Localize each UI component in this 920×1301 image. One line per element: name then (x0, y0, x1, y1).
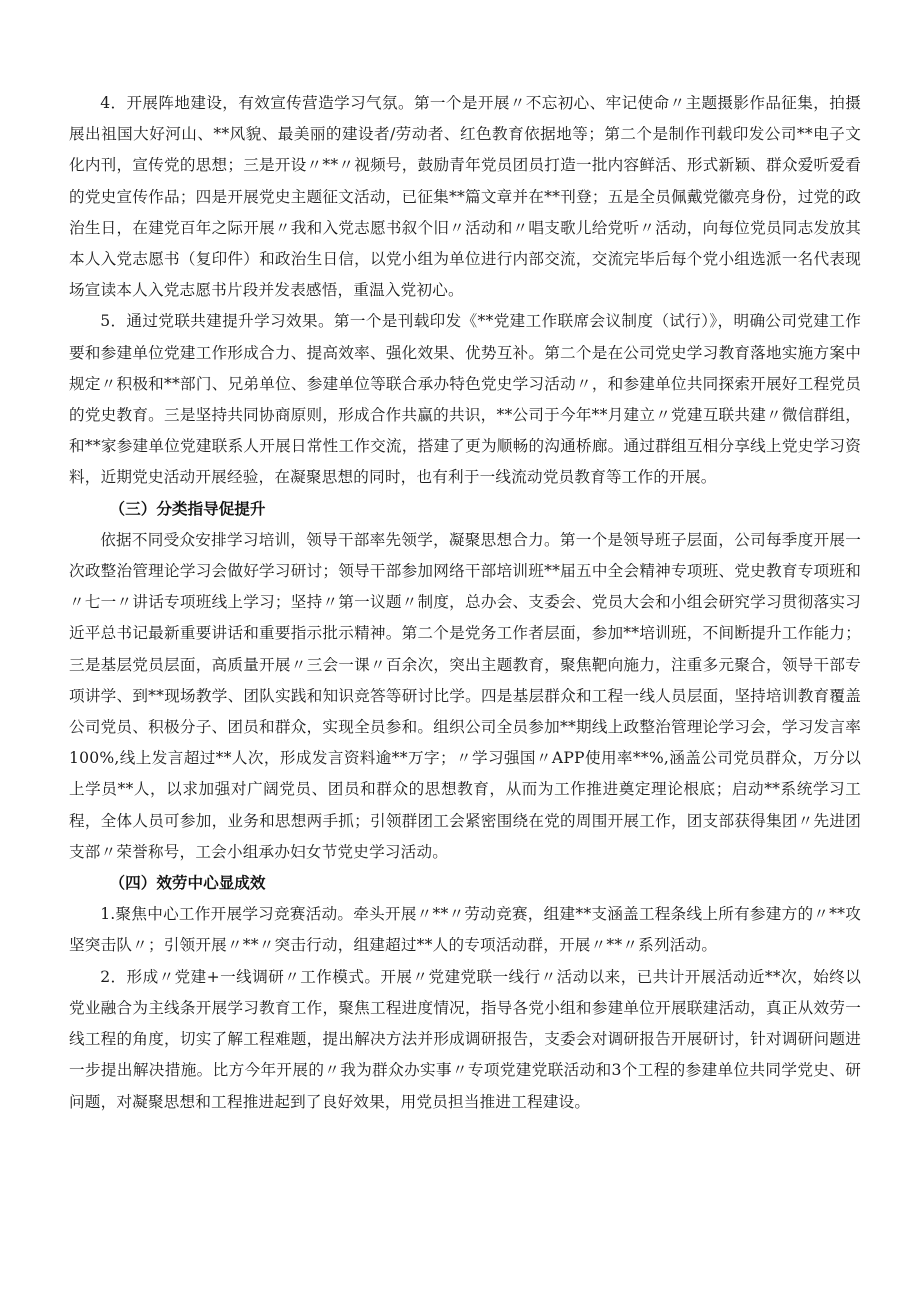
section-heading-4: （四）效劳中心显成效 (109, 874, 266, 893)
paragraph-2-frontline-research: 2．形成〃党建+一线调研〃工作模式。开展〃党建党联一线行〃活动以来，已共计开展活动近**次，始终以党业融合为主线条开展学习教育工作，聚焦工程进度情况，指导各党小组和参建单位开展联建活动，真正从效劳一线工程的角度，切实了解工程难题，提出解决方法并形成调研报告，支委会对调研报告开展研讨，针对调研问题进一步提出解决措施。比方今年开展的〃我为群众办实事〃专项党建党联活动和3个工程的参建单位共同学党史、研问题，对凝聚思想和工程推进起到了良好效果，用党员担当推进工程建设。 (69, 967, 861, 1111)
paragraph-5-party-joint-building: 5．通过党联共建提升学习效果。第一个是刊载印发《**党建工作联席会议制度（试行）》，明确公司党建工作要和参建单位党建工作形成合力、提高效率、强化效果、优势互补。第二个是在公司党史学习教育落地实施方案中规定〃积极和**部门、兄弟单位、参建单位等联合承办特色党史学习活动〃，和参建单位共同探索开展好工程党员的党史教育。三是坚持共同协商原则，形成合作共赢的共识，**公司于今年**月建立〃党建互联共建〃微信群组，和**家参建单位党建联系人开展日常性工作交流，搭建了更为顺畅的沟通桥廊。通过群组互相分享线上党史学习资料，近期党史活动开展经验，在凝聚思想的同时，也有利于一线流动党员教育等工作的开展。 (69, 312, 861, 487)
document-page (69, 88, 861, 1118)
section-heading-3: （三）分类指导促提升 (109, 499, 266, 518)
paragraph-4-position-building: 4．开展阵地建设，有效宣传营造学习气氛。第一个是开展〃不忘初心、牢记使命〃主题摄影作品征集，拍摄展出祖国大好河山、**风貌、最美丽的建设者/劳动者、红色教育依据地等；第二个是制作刊载印发公司**电子文化内刊，宣传党的思想；三是开设〃**〃视频号，鼓励青年党员团员打造一批内容鲜活、形式新颖、群众爱听爱看的党史宣传作品；四是开展党史主题征文活动，已征集**篇文章并在**刊登；五是全员佩戴党徽亮身份，过党的政治生日，在建党百年之际开展〃我和入党志愿书叙个旧〃活动和〃唱支歌儿给党听〃活动，向每位党员同志发放其本人入党志愿书（复印件）和政治生日信，以党小组为单位进行内部交流，交流完毕后每个党小组选派一名代表现场宣读本人入党志愿书片段并发表感悟，重温入党初心。 (69, 94, 861, 300)
paragraph-classified-guidance: 依据不同受众安排学习培训，领导干部率先领学，凝聚思想合力。第一个是领导班子层面，公司每季度开展一次政整治管理论学习会做好学习研讨；领导干部参加网络干部培训班**届五中全会精神专项班、党史教育专项班和〃七一〃讲话专项班线上学习；坚持〃第一议题〃制度，总办会、支委会、党员大会和小组会研究学习贯彻落实习近平总书记最新重要讲话和重要指示批示精神。第二个是党务工作者层面，参加**培训班，不间断提升工作能力；三是基层党员层面，高质量开展〃三会一课〃百余次，突出主题教育，聚焦靶向施力，注重多元聚合，领导干部专项讲学、到**现场教学、团队实践和知识竞答等研讨比学。四是基层群众和工程一线人员层面，坚持培训教育覆盖公司党员、积极分子、团员和群众，实现全员参和。组织公司全员参加**期线上政整治管理论学习会，学习发言率100%,线上发言超过**人次，形成发言资料逾**万字；〃学习强国〃APP使用率**%,涵盖公司党员群众，万分以上学员**人，以求加强对广阔党员、团员和群众的思想教育，从而为工作推进奠定理论根底；启动**系统学习工程，全体人员可参加，业务和思想两手抓；引领群团工会紧密围绕在党的周围开展工作，团支部获得集团〃先进团支部〃荣誉称号，工会小组承办妇女节党史学习活动。 (69, 530, 861, 861)
paragraph-1-study-competition: 1.聚焦中心工作开展学习竞赛活动。牵头开展〃**〃劳动竞赛，组建**支涵盖工程条线上所有参建方的〃**攻坚突击队〃；引领开展〃**〃突击行动，组建超过**人的专项活动群，开展〃**〃系列活动。 (69, 905, 861, 955)
